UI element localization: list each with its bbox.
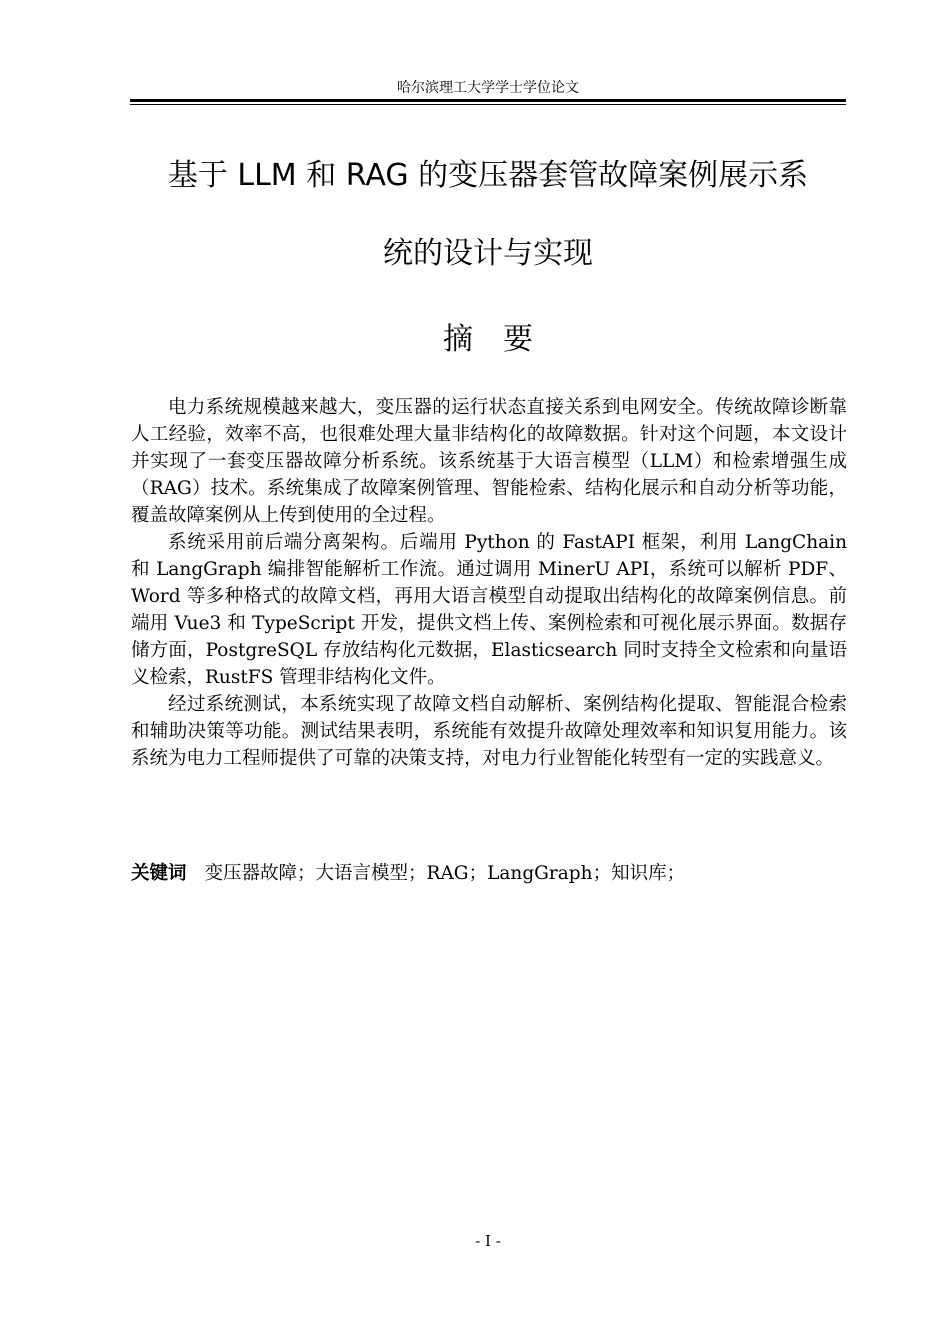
abstract-paragraph-3: 经过系统测试，本系统实现了故障文档自动解析、案例结构化提取、智能混合检索和辅助决策等功能。测试结果表明，系统能有效提升故障处理效率和知识复用能力。该系统为电力工程师提供了可靠的决策支持，对电力行业智能化转型有一定的实践意义。 <box>131 694 847 769</box>
thesis-title-line-2: 统的设计与实现 <box>383 236 593 271</box>
header-rule-thick <box>130 99 846 102</box>
page-number: - I - <box>475 1232 501 1250</box>
abstract-body <box>131 394 847 772</box>
abstract-paragraph-2: 系统采用前后端分离架构。后端用 Python 的 FastAPI 框架，利用 LangChain 和 LangGraph 编排智能解析工作流。通过调用 MinerU API，系统可以解析 PDF、Word 等多种格式的故障文档，再用大语言模型自动提取出结构化的故障案例信息。前端用 Vue3 和 TypeScript 开发，提供文档上传、案例检索和可视化展示界面。数据存储方面，PostgreSQL 存放结构化元数据，Elasticsearch 同时支持全文检索和向量语义检索，RustFS 管理非结构化文件。 <box>131 532 847 688</box>
abstract-heading: 摘要 <box>443 322 563 357</box>
keywords-label: 关键词 <box>131 863 187 884</box>
thesis-title-line-1: 基于 LLM 和 RAG 的变压器套管故障案例展示系 <box>167 158 809 193</box>
header-rule-thin <box>130 104 846 105</box>
abstract-paragraph-1: 电力系统规模越来越大，变压器的运行状态直接关系到电网安全。传统故障诊断靠人工经验，效率不高，也很难处理大量非结构化的故障数据。针对这个问题，本文设计并实现了一套变压器故障分析系统。该系统基于大语言模型（LLM）和检索增强生成（RAG）技术。系统集成了故障案例管理、智能检索、结构化展示和自动分析等功能，覆盖故障案例从上传到使用的全过程。 <box>131 397 847 526</box>
keywords-line <box>131 860 847 887</box>
running-header: 哈尔滨理工大学学士学位论文 <box>397 80 579 96</box>
keywords-value: 变压器故障；大语言模型；RAG；LangGraph；知识库； <box>204 863 686 884</box>
